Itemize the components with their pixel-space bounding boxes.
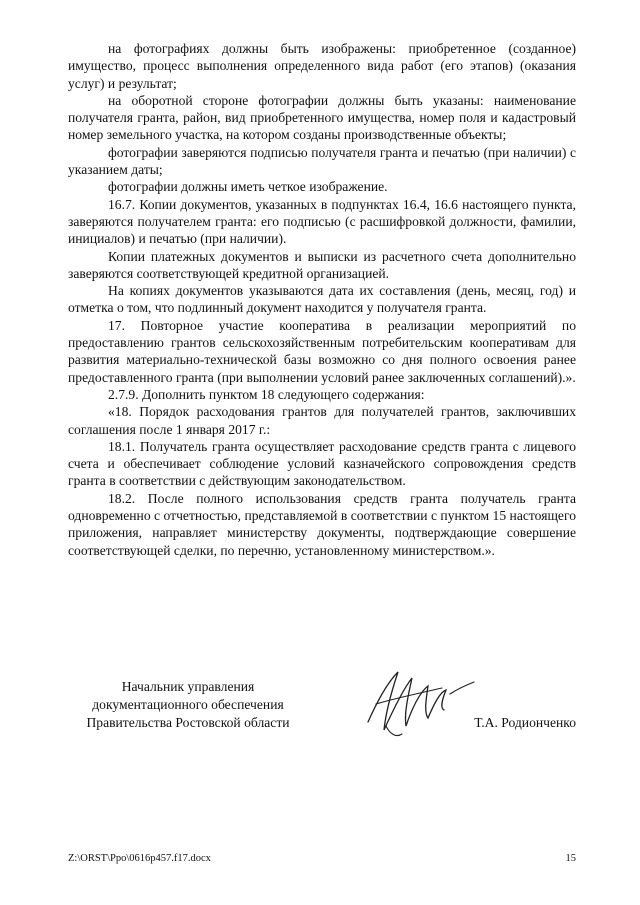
paragraph: фотографии должны иметь четкое изображение. bbox=[108, 179, 388, 195]
paragraph: на фотографиях должны быть изображены: приобретенное (созданное) имущество, процесс выполнения определенного вида работ (его этапов) (оказания услуг) и результат; bbox=[68, 41, 576, 91]
signature-block bbox=[68, 678, 576, 748]
position-line: Правительства Ростовской области bbox=[86, 715, 290, 730]
page-number: 15 bbox=[565, 853, 576, 864]
document-body bbox=[68, 40, 576, 559]
paragraph: 17. Повторное участие кооператива в реализации мероприятий по предоставлению грантов сельскохозяйственным потребительским кооперативам для развития материально-технической базы возможно со дня полного освоения ранее предоставленного гранта (при выполнении условий ранее заключенных соглашений).». bbox=[68, 317, 576, 385]
paragraph: фотографии заверяются подписью получателя гранта и печатью (при наличии) с указанием даты; bbox=[68, 144, 576, 178]
paragraph: 16.7. Копии документов, указанных в подпунктах 16.4, 16.6 настоящего пункта, заверяются получателем гранта: его подписью (с расшифровкой должности, фамилии, инициалов) и печатью (при наличии). bbox=[68, 196, 576, 247]
signatory-position bbox=[68, 678, 308, 732]
paragraph: на оборотной стороне фотографии должны быть указаны: наименование получателя гранта, район, вид приобретенного имущества, номер поля и кадастровый номер земельного участка, на котором созданы производственные объекты; bbox=[68, 92, 576, 143]
position-line: Начальник управления bbox=[121, 679, 255, 694]
paragraph: 18.2. После полного использования средств гранта получатель гранта одновременно с отчетностью, представляемой в соответствии с пунктом 15 настоящего приложения, направляет министерству документы, подтверждающие совершение соответствующей сделки, по перечню, установленному министерством.». bbox=[68, 490, 576, 558]
paragraph: 2.7.9. Дополнить пунктом 18 следующего содержания: bbox=[108, 386, 425, 402]
handwritten-signature bbox=[346, 664, 486, 744]
file-path: Z:\ORST\Ppo\0616p457.f17.docx bbox=[68, 853, 211, 864]
paragraph: Копии платежных документов и выписки из расчетного счета дополнительно заверяются соответствующей кредитной организацией. bbox=[68, 248, 576, 281]
signatory-name: Т.А. Родионченко bbox=[474, 715, 576, 730]
paragraph: 18.1. Получатель гранта осуществляет расходование средств гранта с лицевого счета и обеспечивает соблюдение условий казначейского сопровождения средств гранта в соответствии с действующим законодательством. bbox=[68, 438, 576, 489]
paragraph: На копиях документов указываются дата их составления (день, месяц, год) и отметка о том, что подлинный документ находится у получателя гранта. bbox=[68, 283, 576, 316]
paragraph: «18. Порядок расходования грантов для получателей грантов, заключивших соглашения после 1 января 2017 г.: bbox=[68, 404, 576, 437]
position-line: документационного обеспечения bbox=[92, 697, 284, 712]
